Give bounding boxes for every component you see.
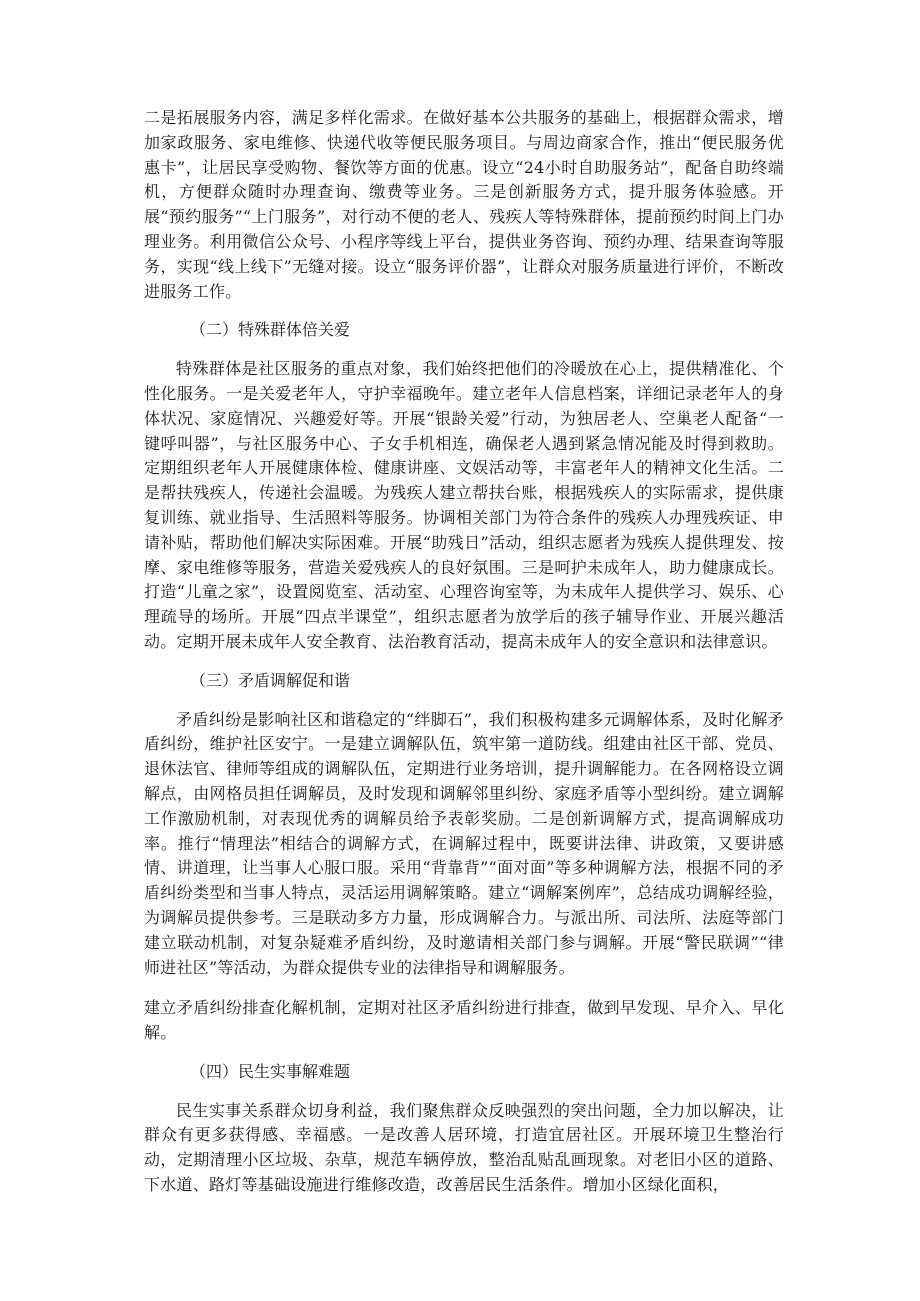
paragraph-service-expansion: 二是拓展服务内容，满足多样化需求。在做好基本公共服务的基础上，根据群众需求，增加家政服务、家电维修、快递代收等便民服务项目。与周边商家合作，推出“便民服务优惠卡”，让居民享受购物、餐饮等方面的优惠。设立“24小时自助服务站”，配备自助终端机，方便群众随时办理查询、缴费等业务。三是创新服务方式，提升服务体验感。开展“预约服务”“上门服务”，对行动不便的老人、残疾人等特殊群体，提前预约时间上门办理业务。利用微信公众号、小程序等线上平台，提供业务咨询、预约办理、结果查询等服务，实现“线上线下”无缝对接。设立“服务评价器”，让群众对服务质量进行评价，不断改进服务工作。 <box>144 108 784 301</box>
paragraph-special-groups: 特殊群体是社区服务的重点对象，我们始终把他们的冷暖放在心上，提供精准化、个性化服务。一是关爱老年人，守护幸福晚年。建立老年人信息档案，详细记录老年人的身体状况、家庭情况、兴趣爱好等。开展“银龄关爱”行动，为独居老人、空巢老人配备“一键呼叫器”，与社区服务中心、子女手机相连，确保老人遇到紧急情况能及时得到救助。定期组织老年人开展健康体检、健康讲座、文娱活动等，丰富老年人的精神文化生活。二是帮扶残疾人，传递社会温暖。为残疾人建立帮扶台账，根据残疾人的实际需求，提供康复训练、就业指导、生活照料等服务。协调相关部门为符合条件的残疾人办理残疾证、申请补贴，帮助他们解决实际困难。开展“助残日”活动，组织志愿者为残疾人提供理发、按摩、家电维修等服务，营造关爱残疾人的良好氛围。三是呵护未成年人，助力健康成长。打造“儿童之家”，设置阅览室、活动室、心理咨询室等，为未成年人提供学习、娱乐、心理疏导的场所。开展“四点半课堂”，组织志愿者为放学后的孩子辅导作业、开展兴趣活动。定期开展未成年人安全教育、法治教育活动，提高未成年人的安全意识和法律意识。 <box>144 359 784 651</box>
section-heading-special-groups: （二）特殊群体倍关爱 <box>190 320 351 340</box>
section-heading-livelihood: （四）民生实事解难题 <box>190 1061 351 1081</box>
document-page <box>144 106 784 1198</box>
paragraph-dispute-screening: 建立矛盾纠纷排查化解机制，定期对社区矛盾纠纷进行排查，做到早发现、早介入、早化解。 <box>144 998 784 1043</box>
paragraph-livelihood: 民生实事关系群众切身利益，我们聚焦群众反映强烈的突出问题，全力加以解决，让群众有更多获得感、幸福感。一是改善人居环境，打造宜居社区。开展环境卫生整治行动，定期清理小区垃圾、杂草，规范车辆停放，整治乱贴乱画现象。对老旧小区的道路、下水道、路灯等基础设施进行维修改造，改善居民生活条件。增加小区绿化面积， <box>144 1100 784 1195</box>
section-heading-dispute-mediation: （三）矛盾调解促和谐 <box>190 670 351 690</box>
paragraph-dispute-mediation: 矛盾纠纷是影响社区和谐稳定的“绊脚石”，我们积极构建多元调解体系，及时化解矛盾纠纷，维护社区安宁。一是建立调解队伍，筑牢第一道防线。组建由社区干部、党员、退休法官、律师等组成的调解队伍，定期进行业务培训，提升调解能力。在各网格设立调解点，由网格员担任调解员，及时发现和调解邻里纠纷、家庭矛盾等小型纠纷。建立调解工作激励机制，对表现优秀的调解员给予表彰奖励。二是创新调解方式，提高调解成功率。推行“情理法”相结合的调解方式，在调解过程中，既要讲法律、讲政策，又要讲感情、讲道理，让当事人心服口服。采用“背靠背”“面对面”等多种调解方法，根据不同的矛盾纠纷类型和当事人特点，灵活运用调解策略。建立“调解案例库”，总结成功调解经验，为调解员提供参考。三是联动多方力量，形成调解合力。与派出所、司法所、法庭等部门建立联动机制，对复杂疑难矛盾纠纷，及时邀请相关部门参与调解。开展“警民联调”“律师进社区”等活动，为群众提供专业的法律指导和调解服务。 <box>144 709 784 977</box>
